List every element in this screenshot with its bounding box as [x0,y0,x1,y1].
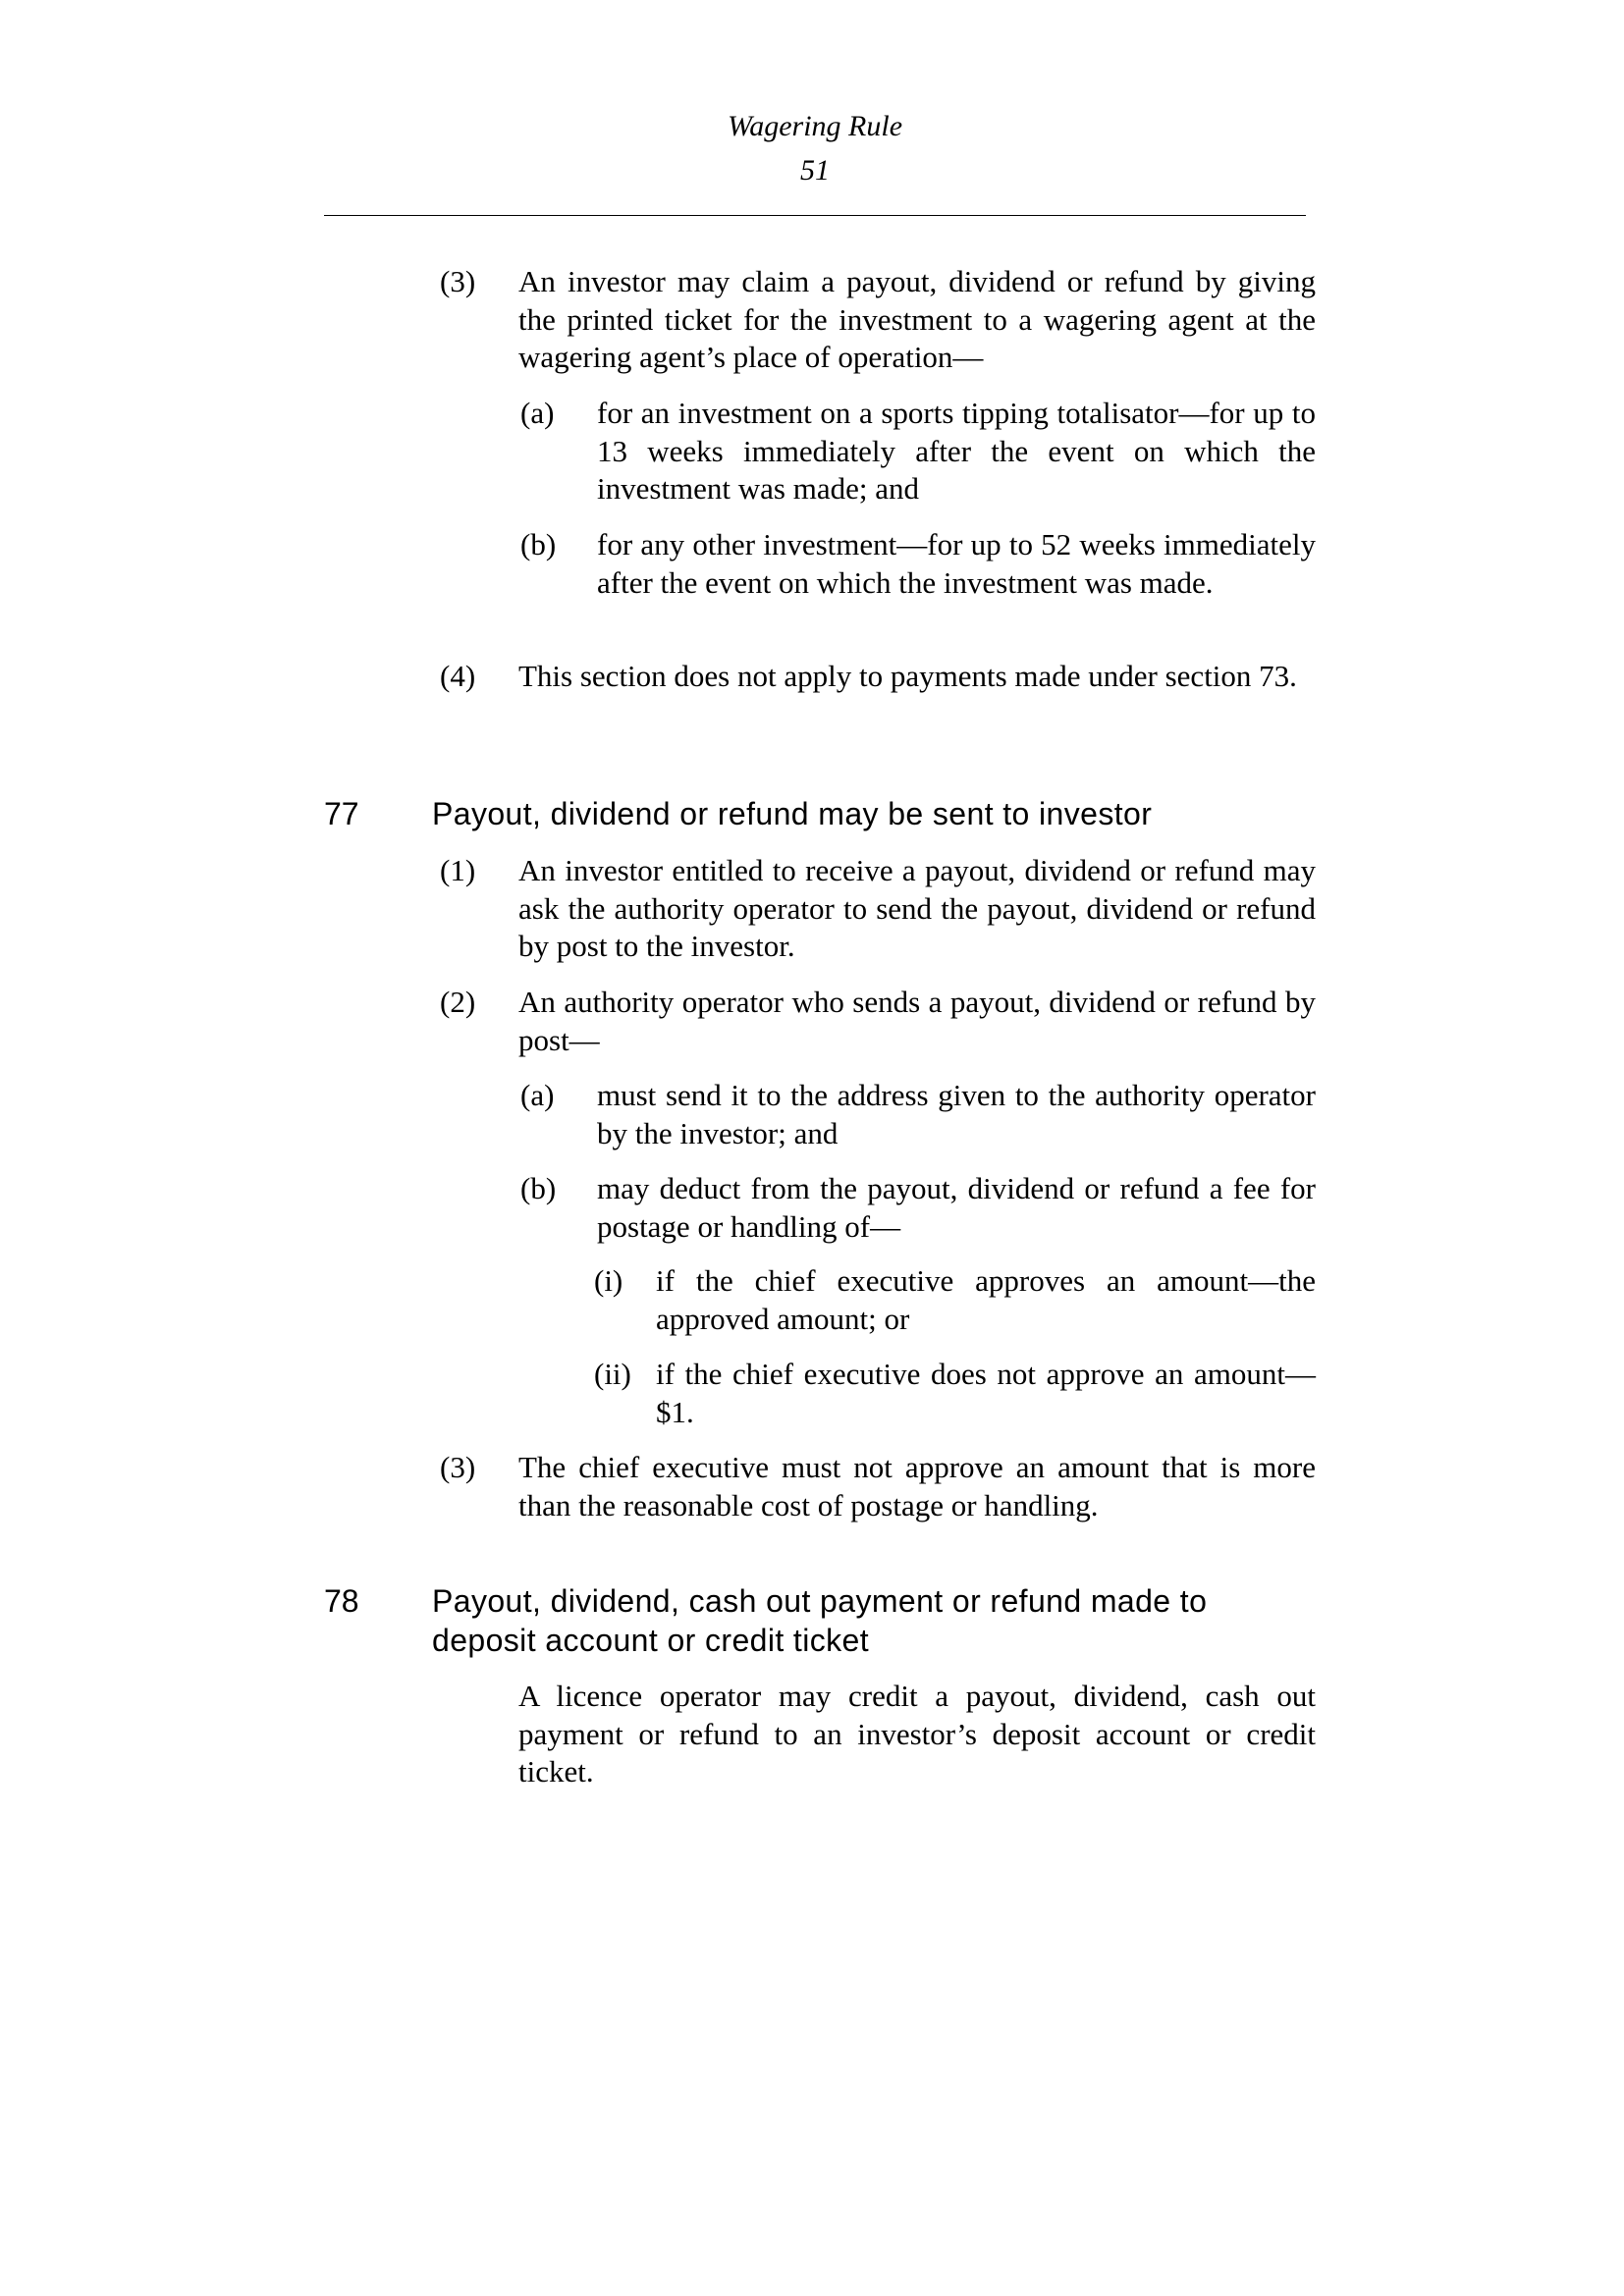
page-number: 51 [800,154,830,187]
paragraph-number: (a) [520,1078,555,1112]
header-rule [324,215,1306,216]
subsection-text: An investor may claim a payout, dividend or refund by giving the printed ticket for the investment to a wagering agent at the wagering agent’s place of operation— [518,264,1316,374]
paragraph-text: for any other investment—for up to 52 weeks immediately after the event on which the investment was made. [597,527,1316,600]
paragraph-number: (a) [520,396,555,430]
paragraph-text: may deduct from the payout, dividend or refund a fee for postage or handling of— [597,1171,1316,1244]
subsection-number: (1) [440,853,476,887]
paragraph-text: must send it to the address given to the authority operator by the investor; and [597,1078,1316,1150]
subsection-number: (4) [440,659,476,693]
subparagraph-text: if the chief executive approves an amount—the approved amount; or [656,1263,1316,1336]
paragraph-text: for an investment on a sports tipping totalisator—for up to 13 weeks immediately after the event on which the investment was made; and [597,396,1316,506]
subsection-number: (3) [440,264,476,298]
subsection-text: This section does not apply to payments made under section 73. [518,659,1297,693]
subsection-number: (2) [440,985,476,1019]
subparagraph-number: (i) [594,1263,623,1298]
running-header-title: Wagering Rule [727,110,903,142]
section-number: 78 [324,1583,359,1619]
subsection-text: The chief executive must not approve an amount that is more than the reasonable cost of postage or handling. [518,1450,1316,1522]
subsection-text: An authority operator who sends a payout, dividend or refund by post— [518,985,1316,1057]
subparagraph-text: if the chief executive does not approve an amount—$1. [656,1357,1316,1429]
section-heading: Payout, dividend, cash out payment or refund made to deposit account or credit ticket [432,1583,1208,1658]
subsection-text: An investor entitled to receive a payout, dividend or refund may ask the authority operator to send the payout, dividend or refund by post to the investor. [518,853,1316,963]
subparagraph-number: (ii) [594,1357,631,1391]
section-number: 77 [324,796,359,831]
section-heading: Payout, dividend or refund may be sent to investor [432,796,1153,831]
subsection-number: (3) [440,1450,476,1484]
paragraph-number: (b) [520,527,557,561]
section-body-text: A licence operator may credit a payout, dividend, cash out payment or refund to an investor’s deposit account or credit ticket. [518,1679,1316,1789]
paragraph-number: (b) [520,1171,557,1205]
